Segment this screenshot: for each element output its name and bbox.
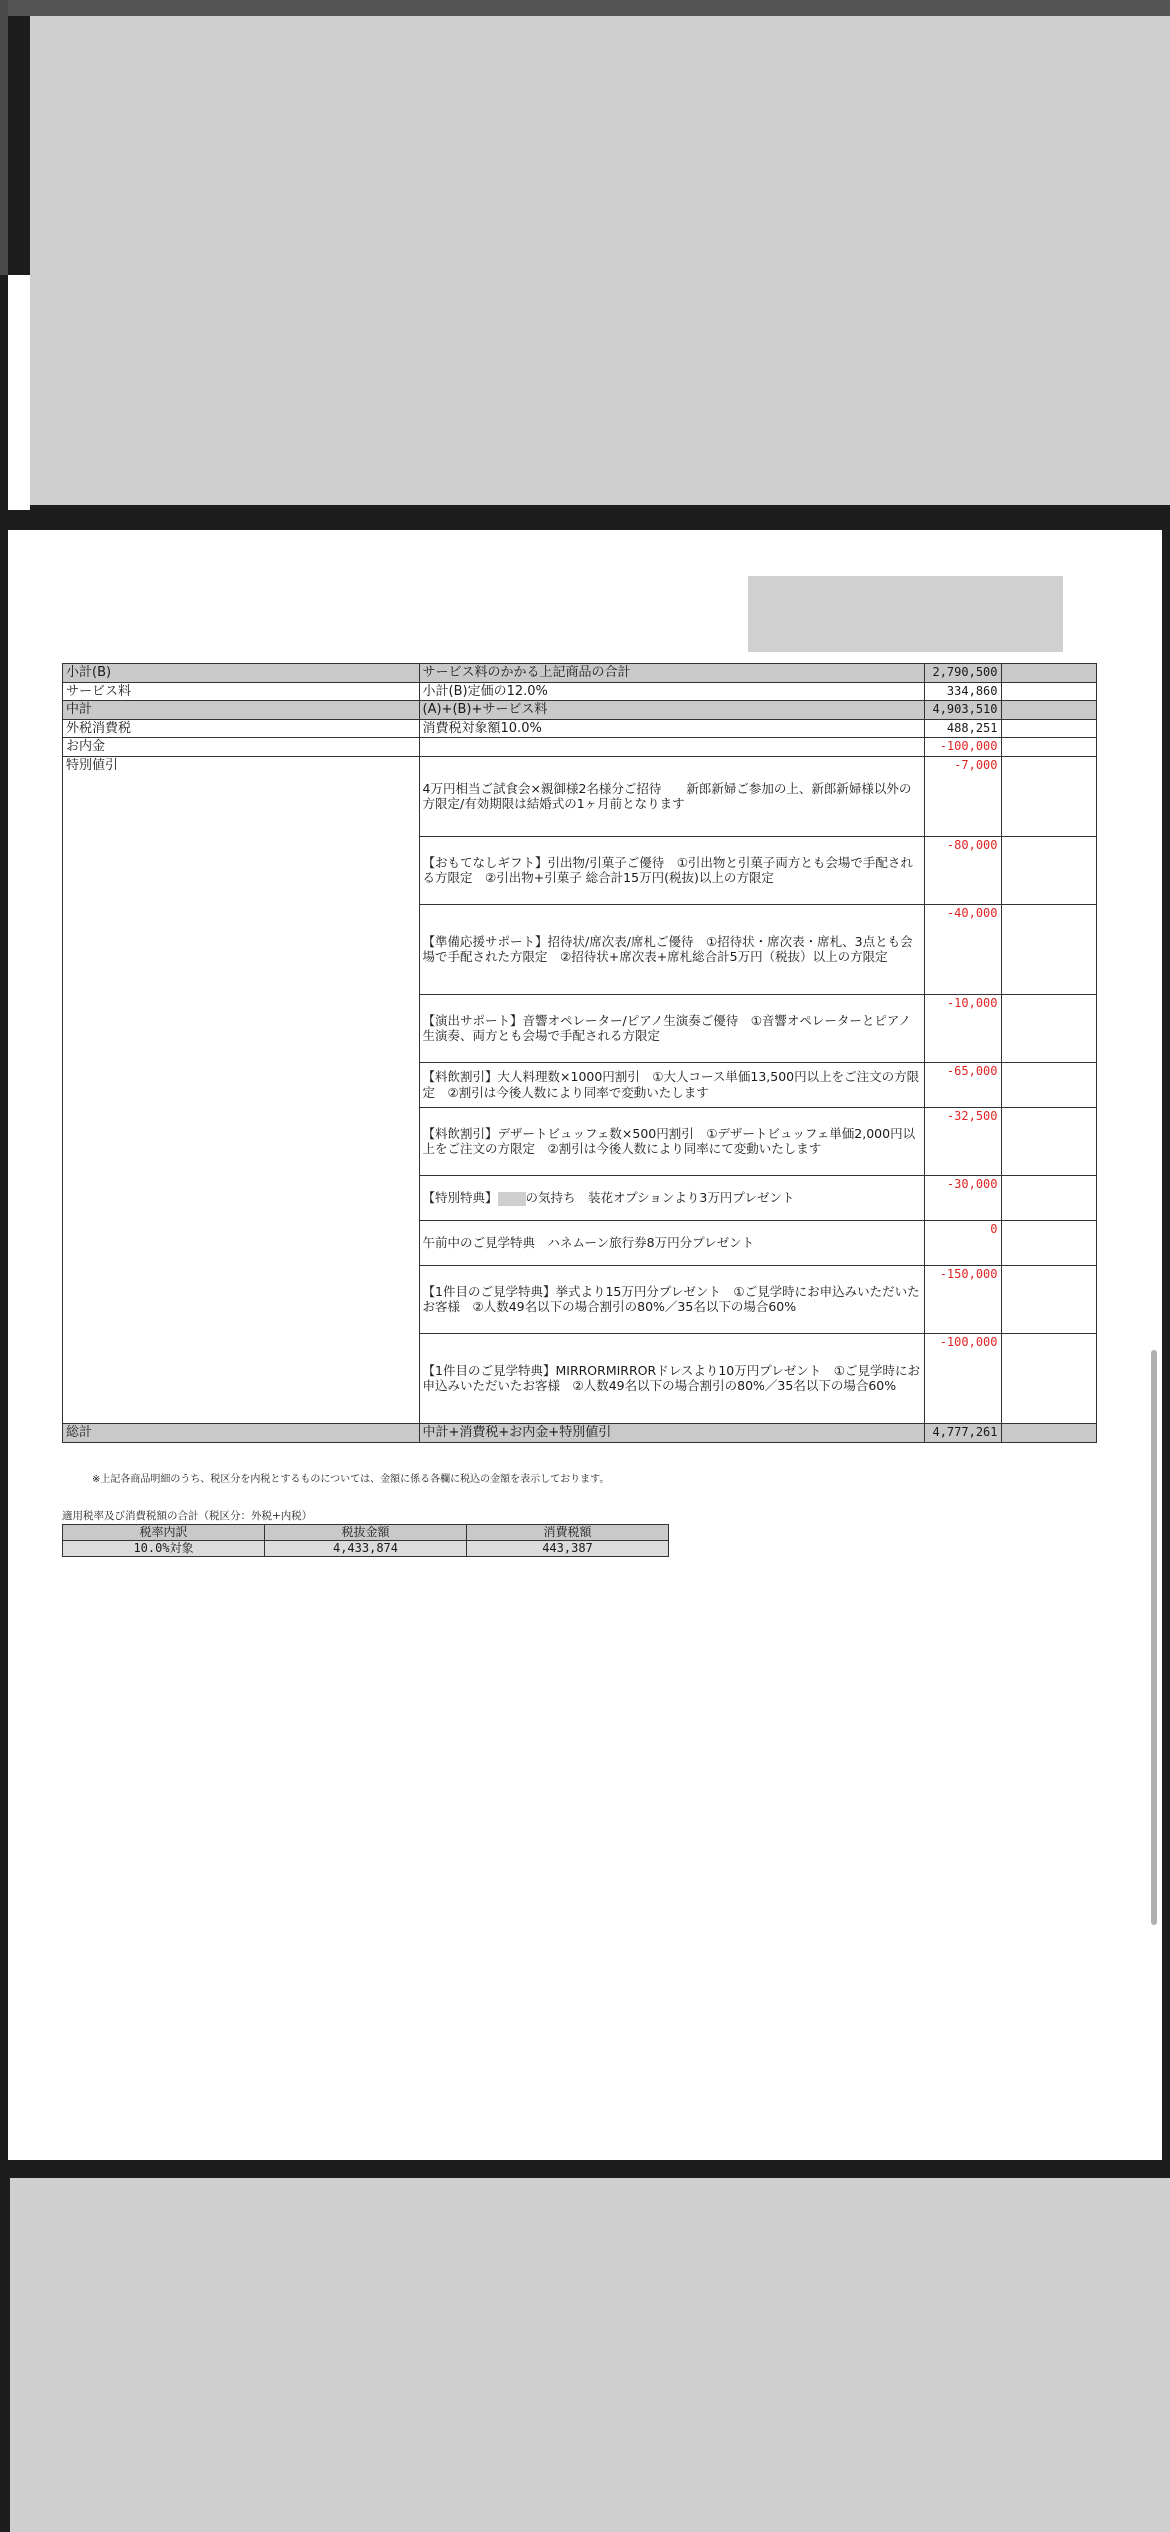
summary-row [63, 719, 1097, 738]
row-amount: 2,790,500 [925, 664, 1001, 683]
left-dark-edge [0, 0, 8, 275]
tax-header-rate: 税率内訳 [63, 1525, 265, 1541]
row-amount: 488,251 [925, 719, 1001, 738]
redacted-stamp-area [748, 576, 1063, 652]
row-blank [1001, 994, 1097, 1062]
row-blank [1001, 1333, 1097, 1423]
discount-description: 【1件目のご見学特典】挙式より15万円分プレゼント ①ご見学時にお申込みいただいたお客様 ②人数49名以下の場合割引の80%／35名以下の場合60% [419, 1265, 925, 1333]
summary-row [63, 701, 1097, 720]
row-description: (A)+(B)+サービス料 [419, 701, 925, 720]
tax-summary-title: 適用税率及び消費税額の合計（税区分：外税+内税） [62, 1510, 313, 1522]
summary-table-body [63, 664, 1097, 1443]
tax-header-net: 税抜金額 [265, 1525, 467, 1541]
row-blank [1001, 1265, 1097, 1333]
discount-row [63, 756, 1097, 836]
row-blank [1001, 756, 1097, 836]
row-description: サービス料のかかる上記商品の合計 [419, 664, 925, 683]
summary-table [62, 663, 1097, 1443]
tax-net-cell: 4,433,874 [265, 1541, 467, 1557]
discount-amount: -7,000 [925, 756, 1001, 836]
discount-amount: -32,500 [925, 1107, 1001, 1175]
discount-description: 【料飲割引】デザートビュッフェ数×500円割引 ①デザートビュッフェ単価2,000円以上をご注文の方限定 ②割引は今後人数により同率にて変動いたします [419, 1107, 925, 1175]
row-description: 小計(B)定価の12.0% [419, 682, 925, 701]
redacted-name [498, 1192, 526, 1206]
top-dark-bar [0, 0, 1170, 16]
summary-row [63, 664, 1097, 683]
discount-description: 【おもてなしギフト】引出物/引菓子ご優待 ①引出物と引菓子両方とも会場で手配される方限定 ②引出物+引菓子 総合計15万円(税抜)以上の方限定 [419, 836, 925, 904]
discount-text-after: の気持ち 装花オプションより3万円プレゼント [525, 1190, 795, 1206]
discount-description: 【演出サポート】音響オペレーター/ピアノ生演奏ご優待 ①音響オペレーターとピアノ生演奏、両方とも会場で手配される方限定 [419, 994, 925, 1062]
discount-amount: -30,000 [925, 1175, 1001, 1220]
row-blank [1001, 701, 1097, 720]
row-blank [1001, 904, 1097, 994]
discount-description: 【料飲割引】大人料理数×1000円割引 ①大人コース単価13,500円以上をご注文の方限定 ②割引は今後人数により同率で変動いたします [419, 1062, 925, 1107]
row-blank [1001, 1175, 1097, 1220]
summary-row [63, 682, 1097, 701]
discount-amount: -65,000 [925, 1062, 1001, 1107]
row-label: 中計 [63, 701, 420, 720]
row-label: 外税消費税 [63, 719, 420, 738]
tax-header-tax: 消費税額 [467, 1525, 669, 1541]
discount-amount: 0 [925, 1220, 1001, 1265]
discount-amount: -150,000 [925, 1265, 1001, 1333]
discount-text-before: 【特別特典】 [422, 1190, 498, 1206]
row-blank [1001, 1062, 1097, 1107]
row-description [419, 738, 925, 757]
discount-amount: -40,000 [925, 904, 1001, 994]
row-amount: -100,000 [925, 738, 1001, 757]
row-blank [1001, 664, 1097, 683]
discount-description: 午前中のご見学特典 ハネムーン旅行券8万円分プレゼント [419, 1220, 925, 1265]
discount-label: 特別値引 [63, 756, 420, 1423]
tax-summary-table [62, 1524, 669, 1557]
summary-row [63, 738, 1097, 757]
row-amount: 4,903,510 [925, 701, 1001, 720]
row-amount: 334,860 [925, 682, 1001, 701]
row-blank [1001, 836, 1097, 904]
discount-amount: -80,000 [925, 836, 1001, 904]
redacted-region-bottom [10, 2178, 1170, 2532]
tax-amount-cell: 443,387 [467, 1541, 669, 1557]
tax-note: ※上記各商品明細のうち、税区分を内税とするものについては、金額に係る各欄に税込の金額を表示しております。 [92, 1474, 610, 1485]
row-blank [1001, 1220, 1097, 1265]
discount-description: 【準備応援サポート】招待状/席次表/席札ご優待 ①招待状・席次表・席札、3点とも会場で手配された方限定 ②招待状+席次表+席札総合計5万円（税抜）以上の方限定 [419, 904, 925, 994]
total-row [63, 1423, 1097, 1442]
discount-amount: -10,000 [925, 994, 1001, 1062]
row-label: サービス料 [63, 682, 420, 701]
tax-summary-header-row [63, 1525, 669, 1541]
discount-description: 【1件目のご見学特典】MIRRORMIRRORドレスより10万円プレゼント ①ご見学時にお申込みいただいたお客様 ②人数49名以下の場合割引の80%／35名以下の場合60% [419, 1333, 925, 1423]
discount-description: 4万円相当ご試食会×親御様2名様分ご招待 新郎新婦ご参加の上、新郎新婦様以外の方限定/有効期限は結婚式の1ヶ月前となります [419, 756, 925, 836]
row-blank [1001, 682, 1097, 701]
redacted-region-top [30, 16, 1170, 505]
row-blank [1001, 1107, 1097, 1175]
discount-amount: -100,000 [925, 1333, 1001, 1423]
total-description: 中計+消費税+お内金+特別値引 [419, 1423, 925, 1442]
total-amount: 4,777,261 [925, 1423, 1001, 1442]
row-label: お内金 [63, 738, 420, 757]
row-blank [1001, 719, 1097, 738]
row-blank [1001, 738, 1097, 757]
scrollbar-thumb[interactable] [1151, 1350, 1157, 1925]
tax-rate-cell: 10.0%対象 [63, 1541, 265, 1557]
previous-page-edge [8, 275, 30, 510]
discount-description [419, 1175, 925, 1220]
total-label: 総計 [63, 1423, 420, 1442]
row-blank [1001, 1423, 1097, 1442]
row-description: 消費税対象額10.0% [419, 719, 925, 738]
row-label: 小計(B) [63, 664, 420, 683]
tax-summary-row [63, 1541, 669, 1557]
